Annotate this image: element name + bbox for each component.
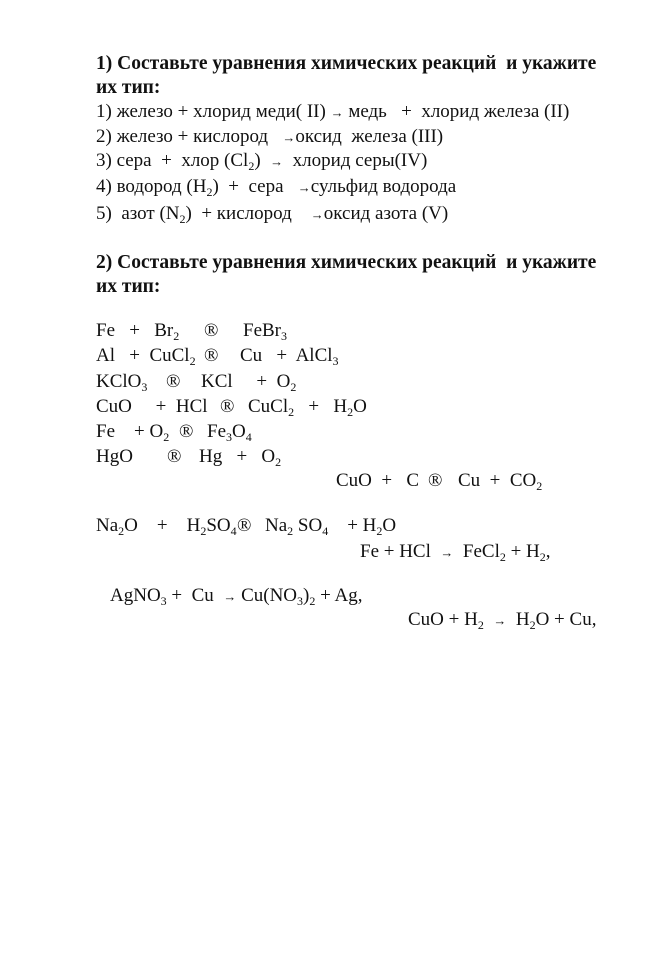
task1-heading-line2: их тип: — [96, 77, 161, 98]
task1-item-3: 3) сера + хлор $(Cl_2)$ → хлорид серы(IV) — [96, 150, 428, 173]
registered-symbol-icon: ® — [220, 396, 235, 417]
equation-11: CuO + $H_2 \to H_2O + Cu$, — [408, 609, 597, 632]
task1-item-5: 5) азот $(N_2)$ + кислород →оксид азота (V) — [96, 203, 449, 226]
equation-10: AgNO$_3$ + $Cu \to Cu(NO_3)_2 + Ag$, — [110, 585, 363, 608]
equation-3-product: KCl + $O_2$ — [201, 371, 297, 394]
arrow-icon: → — [282, 130, 296, 145]
registered-symbol-icon: ® — [428, 470, 443, 491]
equation-5-product: $Fe_3O_4$ — [207, 421, 252, 444]
equation-8-product: $Na_2$ $SO_4$ + $H_2O$ — [265, 515, 397, 538]
equation-2-product: Cu + AlCl$_3$ — [240, 345, 339, 368]
task2-heading-line2: их тип: — [96, 276, 161, 297]
arrow-icon: → — [493, 613, 507, 628]
equation-4-product: CuCl$_2$ + $H_2O$ — [248, 396, 367, 419]
task2-heading-line1: 2) Составьте уравнения химических реакций и укажите — [96, 252, 597, 273]
arrow-icon: → — [310, 207, 324, 222]
equation-4: CuO + HCl — [96, 396, 208, 417]
task1-item-1: 1) железо + хлорид меди( II) → медь + хлорид железа (II) — [96, 101, 570, 122]
equation-6-product: $Hg + O_2$ — [199, 446, 282, 469]
registered-symbol-icon: ® — [167, 446, 182, 467]
equation-7-product: $Cu + CO_2$ — [458, 470, 543, 493]
registered-symbol-icon: ® — [204, 345, 219, 366]
arrow-icon: → — [440, 545, 454, 560]
task1-item-2: 2) железо + кислород →оксид железа (III) — [96, 126, 444, 147]
registered-symbol-icon: ® — [179, 421, 194, 442]
equation-6: HgO — [96, 446, 133, 467]
arrow-icon: → — [223, 589, 237, 604]
equation-5: Fe + $O_2$ — [96, 421, 170, 444]
arrow-icon: → — [270, 154, 284, 169]
task1-heading-line1: 1) Составьте уравнения химических реакций и укажите — [96, 53, 597, 74]
equation-2: Al + CuCl$_2$ — [96, 345, 196, 368]
equation-9: Fe + HCl → FeCl$_2$ + $H_2$, — [360, 541, 551, 564]
arrow-icon: → — [297, 180, 311, 195]
arrow-icon: → — [330, 105, 344, 120]
equation-8: $Na_2O$ + $H_2SO_4$ — [96, 515, 237, 538]
registered-symbol-icon: ® — [166, 371, 181, 392]
equation-3: KClO$_3$ — [96, 371, 148, 394]
equation-7: CuO + C — [336, 470, 420, 491]
registered-symbol-icon: ® — [204, 320, 219, 341]
registered-symbol-icon: ® — [237, 515, 252, 536]
equation-1: $Fe + Br_2$ — [96, 320, 180, 343]
equation-1-product: FeBr$_3$ — [243, 320, 287, 343]
task1-item-4: 4) водород $(H_2)$ + сера →сульфид водорода — [96, 176, 457, 199]
